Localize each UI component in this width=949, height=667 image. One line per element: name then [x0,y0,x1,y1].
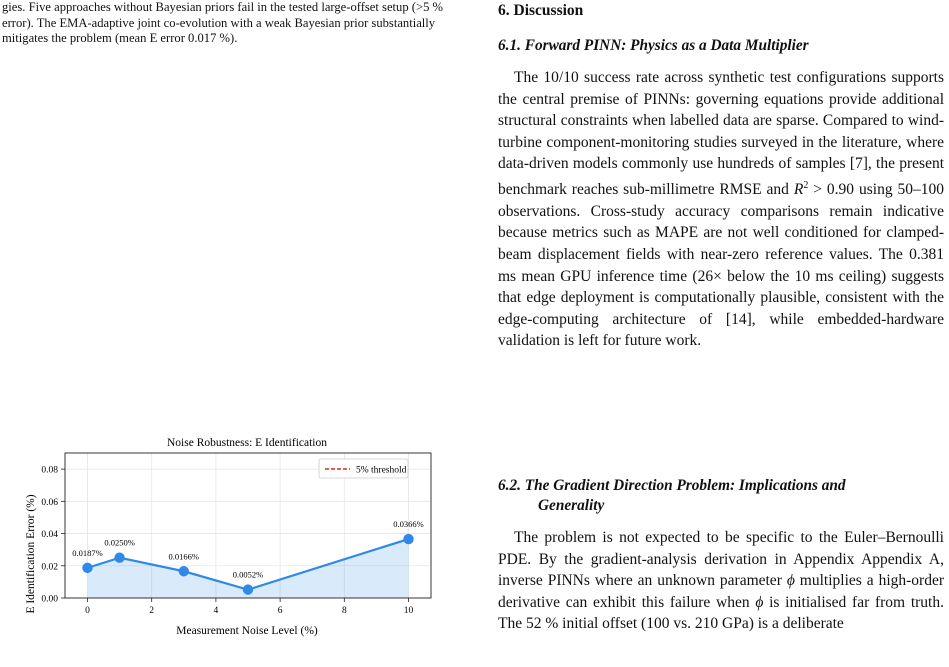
y-tick-label: 0.04 [41,530,58,541]
x-tick-label: 6 [277,606,283,616]
data-point-label: 0.0052% [232,569,264,580]
subsection-title-6-1: 6.1. Forward PINN: Physics as a Data Multiplier [498,37,809,54]
data-point-label: 0.0166% [168,551,200,562]
data-point [243,584,253,594]
data-point-label: 0.0187% [72,547,103,558]
y-tick-label: 0.02 [41,562,58,573]
legend-threshold-label: 5% threshold [356,465,407,476]
section-title: 6. Discussion [498,2,584,19]
noise-robustness-chart [0,432,462,662]
subsection-title-6-2-line2: Generality [538,497,605,514]
left-column [0,0,462,47]
paragraph-6-1 [498,67,944,352]
data-point [114,553,124,563]
x-tick-label: 10 [403,606,414,616]
figure-caption-fragment: gies. Five approaches without Bayesian priors fail in the tested large-offset setup (>5 % error). The EMA-adaptive joint co-evolution with a weak Bayesian prior substantially mitigates the problem (mean E error 0.017 %). [2,0,444,45]
paragraph-6-1-text: The 10/10 success rate across synthetic test configurations supports the central premise of PINNs: governing equations provide additional structural constraints when labelled data are sparse. Compared to wind-turbine component-monitoring studies surveyed in the literature, where data-driven models commonly use hundreds of samples [7], the present benchmark reaches sub-millimetre RMSE and $R^2 > 0.90$ using 50–100 observations. Cross-study accuracy comparisons remain indicative because metrics such as MAPE are not well conditioned for clamped-beam displacement fields with near-zero reference values. The 0.381 ms mean GPU inference time (26× below the 10 ms ceiling) suggests that edge deployment is computationally plausible, consistent with the edge-computing architecture of [14], while embedded-hardware validation is left for future work. [498,69,944,350]
paragraph-6-2-text: The problem is not expected to be specific to the Euler–Bernoulli PDE. By the gradient-analysis derivation in Appendix Appendix A, inverse PINNs where an unknown parameter ϕ multiplies a high-order derivative can exhibit this failure when ϕ is initialised far from truth. The 52 % initial offset (100 vs. 210 GPa) is a deliberate [498,529,944,633]
chart-y-ticks [41,466,65,605]
subsection-title-6-2-line1: 6.2. The Gradient Direction Problem: Implications and [498,477,846,494]
chart-x-ticks [85,598,413,616]
data-point [82,563,92,573]
chart-x-label: Measurement Noise Level (%) [176,625,318,637]
chart-svg [0,432,462,662]
x-tick-label: 4 [213,606,219,616]
x-tick-label: 8 [341,606,347,616]
data-point-label: 0.0250% [104,537,135,548]
x-tick-label: 2 [149,606,155,616]
x-tick-label: 0 [85,606,90,616]
chart-title: Noise Robustness: E Identification [166,437,328,449]
y-tick-label: 0.00 [41,594,58,605]
data-point [179,566,189,576]
data-point [403,534,413,544]
y-tick-label: 0.08 [41,465,58,476]
data-point-label: 0.0366% [393,519,424,530]
y-tick-label: 0.06 [41,497,58,508]
chart-legend [319,459,408,478]
paragraph-6-2 [498,527,944,635]
chart-y-label: E Identification Error (%) [25,494,37,614]
